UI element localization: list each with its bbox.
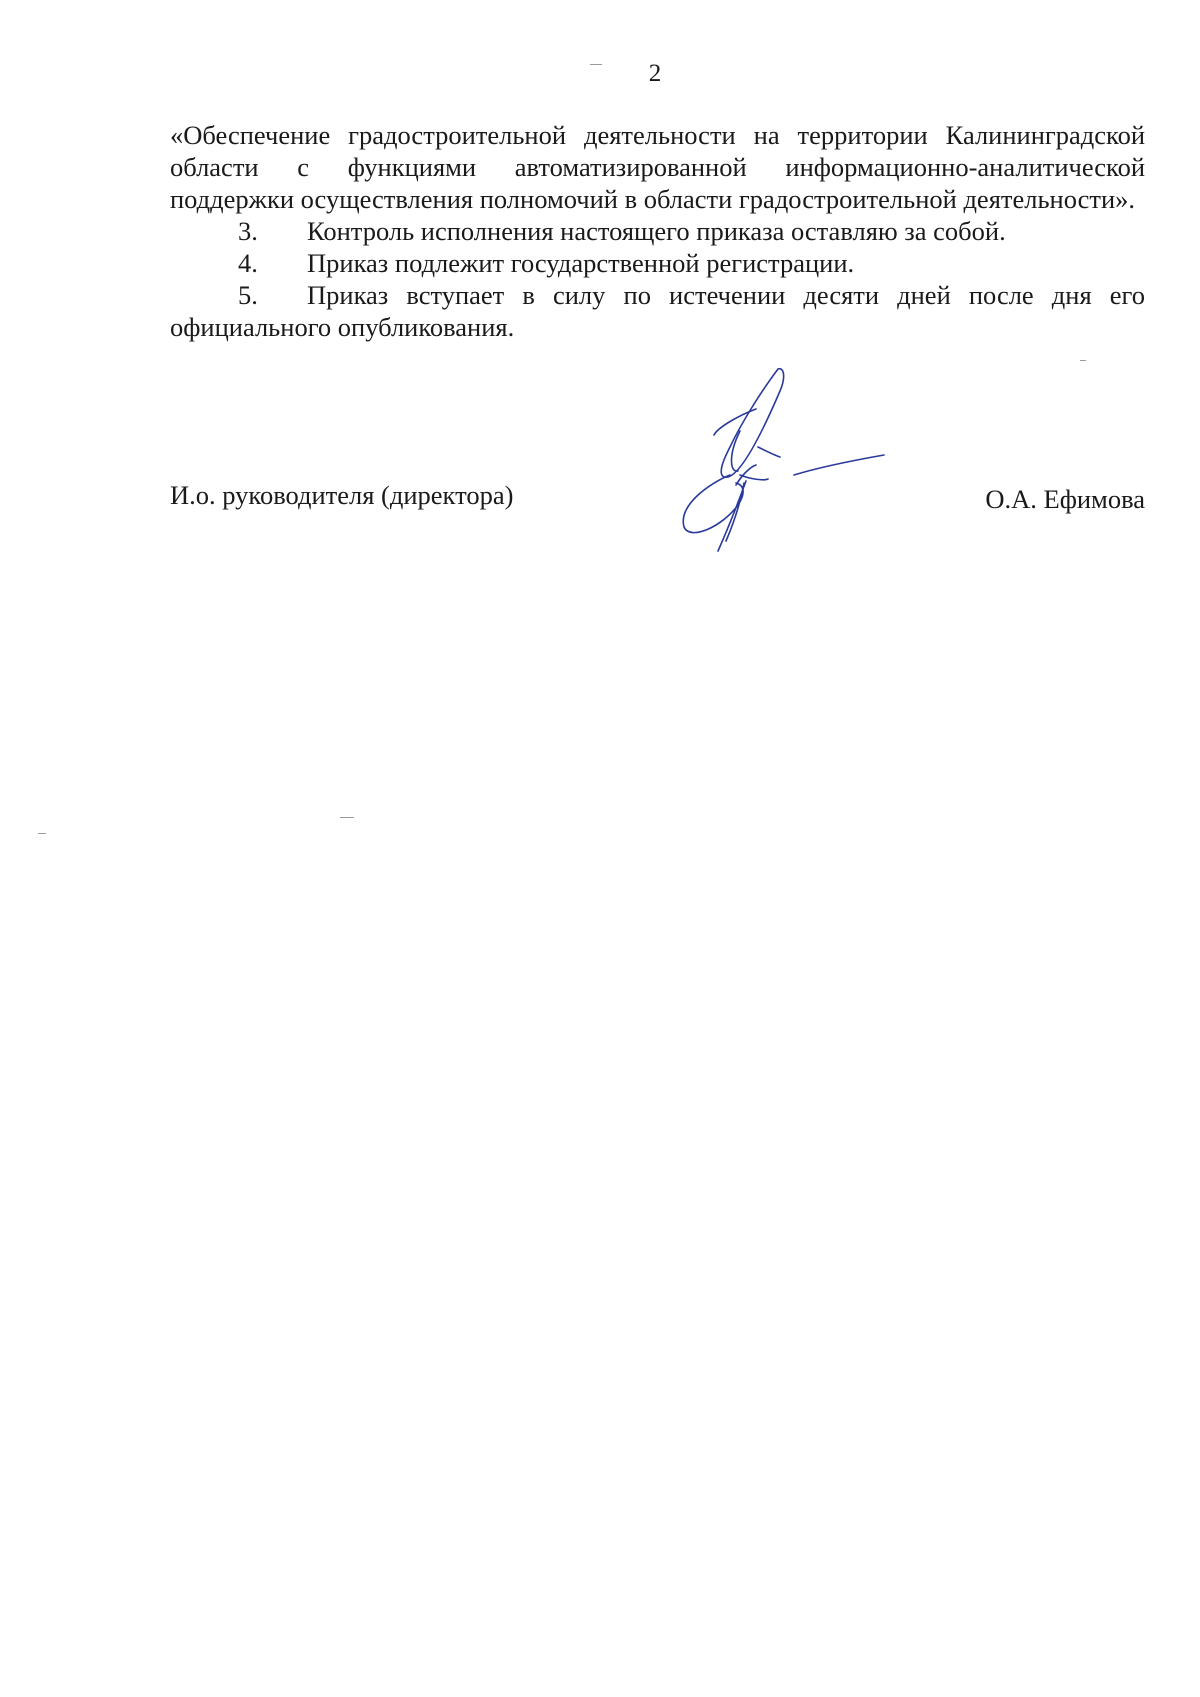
list-item-text: Приказ подлежит государственной регистрации. xyxy=(307,248,855,278)
signatory-name: О.А. Ефимова xyxy=(985,484,1145,514)
list-item xyxy=(170,247,1145,279)
scan-artifact xyxy=(340,817,354,818)
list-item-text: Приказ вступает в силу по истечении десяти дней после дня его официального опубликования. xyxy=(170,280,1145,342)
list-item xyxy=(170,279,1145,343)
paragraph-continuation: «Обеспечение градостроительной деятельности на территории Калининградской области с функциями автоматизированной информационно-аналитической поддержки осуществления полномочий в области градостроительной деятельности». xyxy=(170,120,1145,214)
page-number: 2 xyxy=(648,60,662,87)
scan-artifact xyxy=(38,833,46,834)
document-body xyxy=(170,119,1145,343)
list-item-number: 3. xyxy=(238,216,258,246)
signatory-position: И.о. руководителя (директора) xyxy=(170,480,514,510)
list-item xyxy=(170,215,1145,247)
list-item-text: Контроль исполнения настоящего приказа оставляю за собой. xyxy=(307,216,1006,246)
list-item-number: 5. xyxy=(238,280,258,310)
scan-artifact xyxy=(590,64,602,65)
list-item-number: 4. xyxy=(238,248,258,278)
scan-artifact xyxy=(1080,360,1086,361)
handwritten-signature-icon xyxy=(670,355,890,565)
